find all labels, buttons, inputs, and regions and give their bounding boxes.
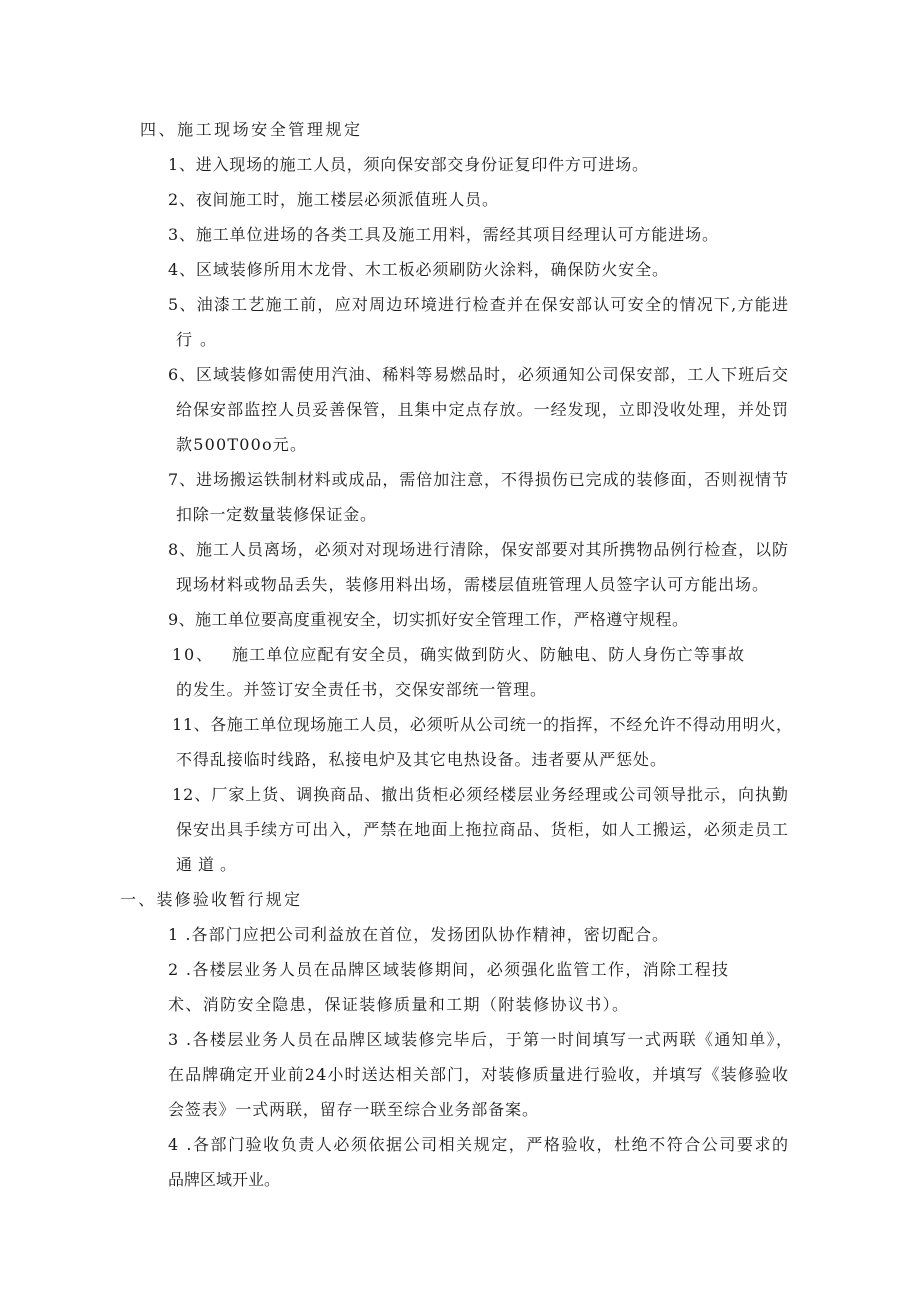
list-item: 8、施工人员离场，必须对对现场进行清除，保安部要对其所携物品例行检查，以防 xyxy=(168,540,789,559)
list-item-continuation: 品牌区域开业。 xyxy=(168,1170,281,1189)
list-item-continuation: 通道。 xyxy=(176,855,242,874)
list-item: 9、施工单位要高度重视安全，切实抓好安全管理工作，严格遵守规程。 xyxy=(168,610,689,629)
list-item: 2、夜间施工时，施工楼层必须派值班人员。 xyxy=(168,190,499,209)
list-item: 4、区域装修所用木龙骨、木工板必须刷防火涂料，确保防火安全。 xyxy=(168,260,669,279)
list-item: 4 .各部门验收负责人必须依据公司相关规定，严格验收，杜绝不符合公司要求的 xyxy=(168,1135,790,1154)
list-item: 7、进场搬运铁制材料或成品，需倍加注意，不得损伤已完成的装修面，否则视情节 xyxy=(168,470,789,489)
list-item: 3 .各楼层业务人员在品牌区域装修完毕后，于第一时间填写一式两联《通知单》， xyxy=(168,1030,794,1049)
list-item-number: 10、 xyxy=(172,645,214,664)
list-item-continuation: 在品牌确定开业前24小时送达相关部门，对装修质量进行验收，并填写《装修验收 xyxy=(168,1065,790,1084)
list-item-continuation: 术、消防安全隐患，保证装修质量和工期（附装修协议书）。 xyxy=(168,995,630,1014)
list-item: 1 .各部门应把公司利益放在首位，发扬团队协作精神，密切配合。 xyxy=(168,925,670,944)
list-item-continuation: 的发生。并签订安全责任书，交保安部统一管理。 xyxy=(176,680,547,699)
list-item-continuation: 会签表》一式两联，留存一联至综合业务部备案。 xyxy=(168,1100,539,1119)
list-item: 12、厂家上货、调换商品、撤出货柜必须经楼层业务经理或公司领导批示，向执勤 xyxy=(172,785,789,804)
list-item: 3、施工单位进场的各类工具及施工用料，需经其项目经理认可方能进场。 xyxy=(168,225,719,244)
list-item-continuation: 行。 xyxy=(176,330,224,349)
list-item: 6、区域装修如需使用汽油、稀料等易燃品时，必须通知公司保安部，工人下班后交 xyxy=(168,365,789,384)
list-item: 11、各施工单位现场施工人员，必须听从公司统一的指挥，不经允许不得动用明火， xyxy=(172,715,793,734)
section-heading: 四、施工现场安全管理规定 xyxy=(140,120,363,139)
list-item-continuation: 款500T00o元。 xyxy=(176,435,308,454)
list-item: 5、油漆工艺施工前，应对周边环境进行检查并在保安部认可安全的情况下,方能进 xyxy=(168,295,790,314)
list-item-continuation: 保安出具手续方可出入，严禁在地面上拖拉商品、货柜，如人工搬运，必须走员工 xyxy=(176,820,790,839)
list-item: 1、进入现场的施工人员，须向保安部交身份证复印件方可进场。 xyxy=(168,155,649,174)
list-item-continuation: 给保安部监控人员妥善保管，且集中定点存放。一经发现，立即没收处理，并处罚 xyxy=(176,400,790,419)
list-item: 2 .各楼层业务人员在品牌区域装修期间，必须强化监管工作，消除工程技 xyxy=(168,960,730,979)
list-item-continuation: 现场材料或物品丢失，装修用料出场，需楼层值班管理人员签字认可方能出场。 xyxy=(176,575,769,594)
section-heading: 一、装修验收暂行规定 xyxy=(120,890,303,909)
list-item: 施工单位应配有安全员，确实做到防火、防触电、防人身伤亡等事故 xyxy=(232,645,746,664)
list-item-continuation: 不得乱接临时线路，私接电炉及其它电热设备。违者要从严惩处。 xyxy=(176,750,667,769)
list-item-continuation: 扣除一定数量装修保证金。 xyxy=(176,505,377,524)
